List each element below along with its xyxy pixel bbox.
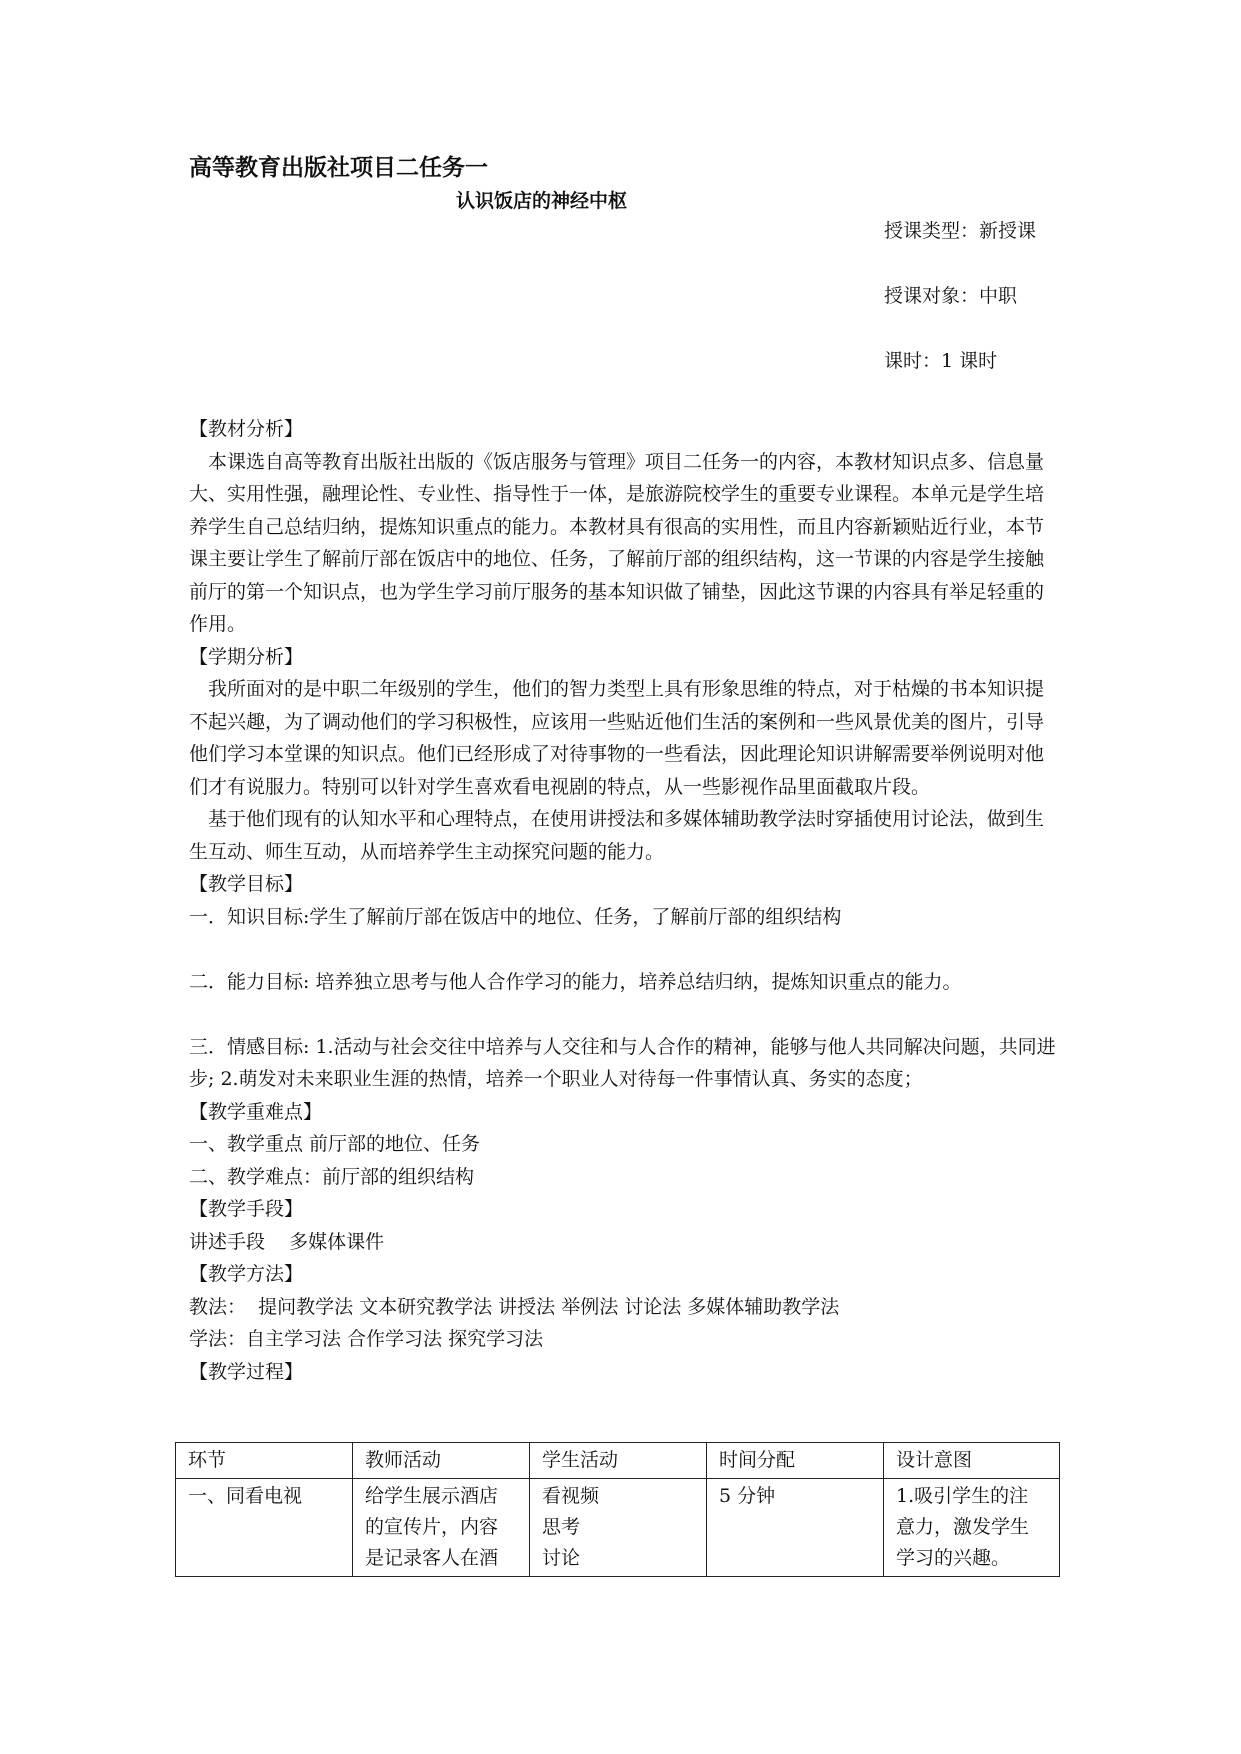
spacer bbox=[189, 998, 1059, 1031]
cell-line: 给学生展示酒店 bbox=[365, 1485, 499, 1507]
cell-line: 意力，激发学生 bbox=[896, 1516, 1030, 1538]
lesson-type: 授课类型：新授课 bbox=[884, 220, 1037, 242]
means-text: 讲述手段 多媒体课件 bbox=[189, 1230, 385, 1253]
student-analysis-text: 我所面对的是中职二年级别的学生，他们的智力类型上具有形象思维的特点，对于枯燥的书本知识提不起兴趣，为了调动他们的学习积极性，应该用一些贴近他们生活的案例和一些风景优美的图片，引导他们学习本堂课的知识点。他们已经形成了对待事物的一些看法，因此理论知识讲解需要举例说明对他们才有说服力。特别可以针对学生喜欢看电视剧的特点，从一些影视作品里面截取片段。 bbox=[189, 678, 1045, 798]
cell-design-intent bbox=[884, 1479, 1060, 1577]
goal-ability: 二．能力目标: 培养独立思考与他人合作学习的能力，培养总结归纳，提炼知识重点的能力。 bbox=[189, 970, 962, 993]
header-design-intent: 设计意图 bbox=[884, 1443, 1060, 1479]
table-row bbox=[176, 1479, 1060, 1577]
section-heading-keypoints: 【教学重难点】 bbox=[189, 1100, 323, 1123]
goal-knowledge: 一．知识目标:学生了解前厅部在饭店中的地位、任务，了解前厅部的组织结构 bbox=[189, 905, 842, 928]
methods-learning: 学法：自主学习法 合作学习法 探究学习法 bbox=[189, 1328, 544, 1350]
header-stage: 环节 bbox=[176, 1443, 353, 1479]
cell-line: 思考 bbox=[542, 1516, 581, 1538]
cell-line: 1.吸引学生的注 bbox=[896, 1485, 1029, 1507]
cell-stage: 一、同看电视 bbox=[176, 1479, 353, 1577]
lesson-audience: 授课对象：中职 bbox=[884, 285, 1018, 307]
section-heading-methods: 【教学方法】 bbox=[189, 1263, 304, 1285]
goal-emotion: 三．情感目标: 1.活动与社会交往中培养与人交往和与人合作的精神，能够与他人共同解决问题，共同进步; 2.萌发对未来职业生涯的热情，培养一个职业人对待每一件事情认真、务实的态度； bbox=[189, 1035, 1056, 1090]
section-heading-goals: 【教学目标】 bbox=[189, 873, 304, 895]
page-title: 高等教育出版社项目二任务一 bbox=[189, 155, 488, 181]
cell-student-activity bbox=[530, 1479, 707, 1577]
lesson-hours: 课时：1 课时 bbox=[884, 350, 998, 372]
spacer bbox=[189, 933, 1059, 966]
section-heading-process: 【教学过程】 bbox=[189, 1360, 304, 1383]
cell-line: 学习的兴趣。 bbox=[896, 1547, 1011, 1569]
cell-line: 的宣传片，内容 bbox=[365, 1516, 499, 1538]
cell-line: 是记录客人在酒 bbox=[365, 1547, 499, 1569]
methods-teaching: 教法： 提问教学法 文本研究教学法 讲授法 举例法 讨论法 多媒体辅助教学法 bbox=[189, 1295, 840, 1318]
cell-line: 讨论 bbox=[542, 1547, 581, 1569]
cell-line: 看视频 bbox=[542, 1485, 600, 1507]
section-heading-student: 【学期分析】 bbox=[189, 645, 304, 668]
section-heading-material: 【教材分析】 bbox=[189, 418, 304, 440]
cell-teacher-activity bbox=[353, 1479, 530, 1577]
table-header-row bbox=[176, 1443, 1060, 1479]
cell-time: 5 分钟 bbox=[707, 1479, 884, 1577]
lesson-title: 认识饭店的神经中枢 bbox=[455, 190, 627, 212]
keypoint-difficulty: 二、教学难点：前厅部的组织结构 bbox=[189, 1165, 475, 1188]
header-student-activity: 学生活动 bbox=[530, 1443, 707, 1479]
header-time: 时间分配 bbox=[707, 1443, 884, 1479]
student-analysis-text-2: 基于他们现有的认知水平和心理特点，在使用讲授法和多媒体辅助教学法时穿插使用讨论法，做到生生互动、师生互动，从而培养学生主动探究问题的能力。 bbox=[189, 808, 1045, 863]
teaching-process-table bbox=[175, 1442, 1060, 1577]
section-heading-means: 【教学手段】 bbox=[189, 1198, 304, 1220]
header-teacher-activity: 教师活动 bbox=[353, 1443, 530, 1479]
lesson-plan-body bbox=[189, 413, 1059, 1388]
material-analysis-text: 本课选自高等教育出版社出版的《饭店服务与管理》项目二任务一的内容，本教材知识点多、信息量大、实用性强，融理论性、专业性、指导性于一体，是旅游院校学生的重要专业课程。本单元是学生培养学生自己总结归纳，提炼知识重点的能力。本教材具有很高的实用性，而且内容新颖贴近行业，本节课主要让学生了解前厅部在饭店中的地位、任务，了解前厅部的组织结构，这一节课的内容是学生接触前厅的第一个知识点，也为学生学习前厅服务的基本知识做了铺垫，因此这节课的内容具有举足轻重的作用。 bbox=[189, 450, 1045, 635]
keypoint-focus: 一、教学重点 前厅部的地位、任务 bbox=[189, 1133, 481, 1155]
